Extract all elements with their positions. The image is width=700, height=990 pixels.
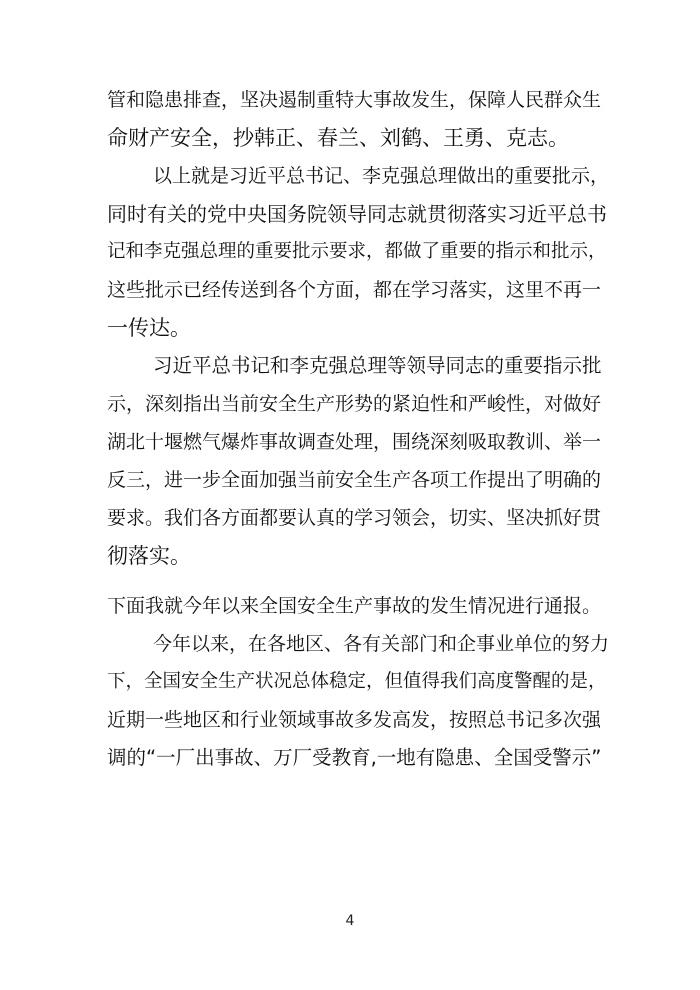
page-number: 4 (345, 913, 355, 929)
paragraph-line: 这些批示已经传送到各个方面，都在学习落实，这里不再一 (107, 279, 602, 301)
paragraph-line: 记和李克强总理的重要批示要求，都做了重要的指示和批示， (107, 241, 607, 262)
paragraph-line: 一传达。 (107, 316, 191, 340)
paragraph-line: 近期一些地区和行业领域事故多发高发，按照总书记多次强 (107, 709, 602, 731)
paragraph-line: 今年以来，在各地区、各有关部门和企事业单位的努力 (153, 633, 610, 655)
paragraph-line: 习近平总书记和李克强总理等领导同志的重要指示批 (153, 354, 602, 377)
paragraph-line: 同时有关的党中央国务院领导同志就贯彻落实习近平总书 (107, 202, 607, 226)
paragraph-line: 彻落实。 (107, 544, 191, 568)
paragraph-line: 调的“一厂出事故、万厂受教育,一地有隐患、全国受警示” (107, 746, 602, 769)
paragraph-line: 反三，进一步全面加强当前安全生产各项工作提出了明确的 (107, 469, 602, 491)
paragraph-line: 管和隐患排查，坚决遏制重特大事故发生，保障人民群众生 (107, 89, 602, 111)
paragraph-line: 下面我就今年以来全国安全生产事故的发生情况进行通报。 (107, 595, 602, 617)
paragraph-line: 下，全国安全生产状况总体稳定，但值得我们高度警醒的是， (107, 671, 607, 692)
paragraph-line: 命财产安全，抄韩正、春兰、刘鹤、王勇、克志。 (107, 126, 569, 150)
paragraph-line: 要求。我们各方面都要认真的学习领会，切实、坚决抓好贯 (107, 507, 602, 529)
paragraph-line: 示，深刻指出当前安全生产形势的紧迫性和严峻性，对做好 (107, 393, 602, 415)
paragraph-line: 以上就是习近平总书记、李克强总理做出的重要批示， (153, 165, 610, 187)
paragraph-line: 湖北十堰燃气爆炸事故调查处理，围绕深刻吸取教训、举一 (107, 431, 602, 453)
